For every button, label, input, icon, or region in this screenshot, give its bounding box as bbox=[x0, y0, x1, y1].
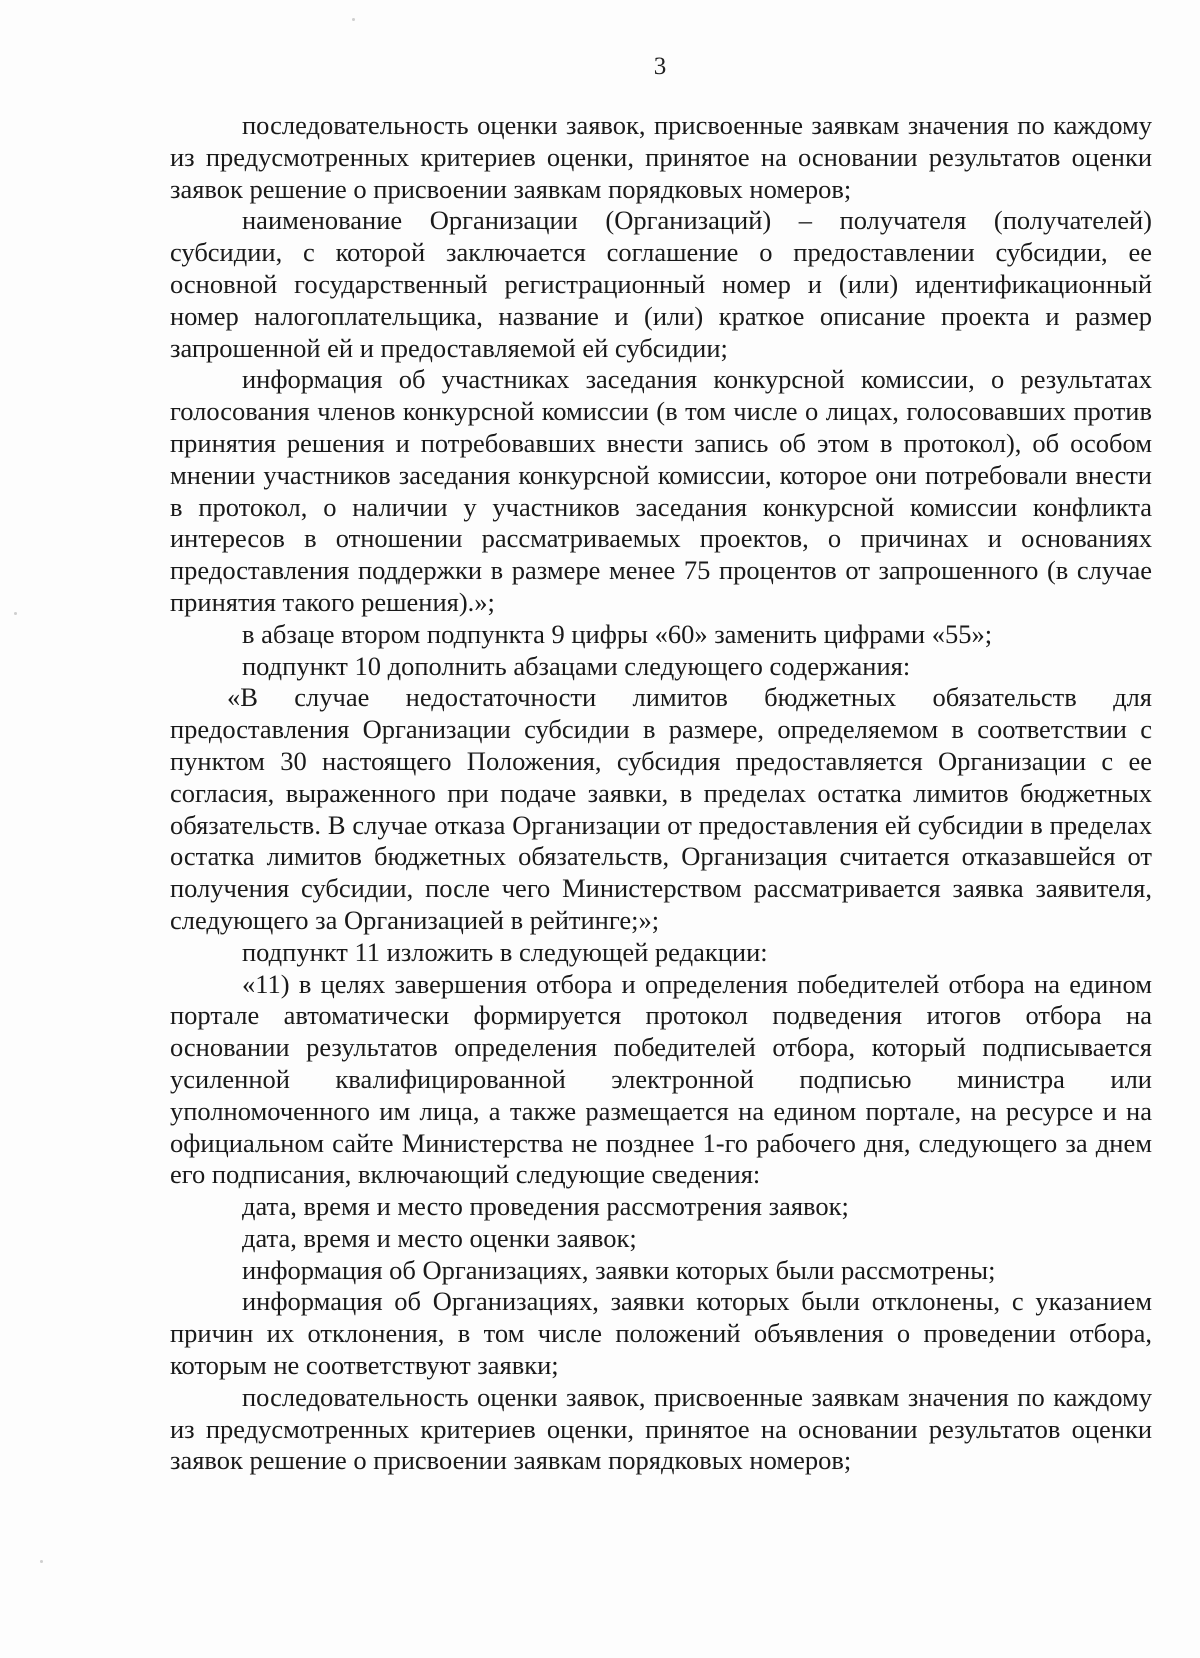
paragraph: последовательность оценки заявок, присвоенные заявкам значения по каждому из предусмотренных критериев оценки, принятое на основании результатов оценки заявок решение о присвоении заявкам порядковых номеров; bbox=[170, 110, 1152, 204]
paragraph: информация об участниках заседания конкурсной комиссии, о результатах голосования членов конкурсной комиссии (в том числе о лицах, голосовавших против принятия решения и потребовавших внести запись об этом в протокол), об особом мнении участников заседания конкурсной комиссии, которое они потребовали внести в протокол, о наличии у участников заседания конкурсной комиссии конфликта интересов в отношении рассматриваемых проектов, о причинах и основаниях предоставления поддержки в размере менее 75 процентов от запрошенного (в случае принятия такого решения).»; bbox=[170, 364, 1152, 617]
scan-speck bbox=[352, 18, 355, 21]
paragraph: подпункт 10 дополнить абзацами следующего содержания: bbox=[242, 650, 911, 681]
paragraph: последовательность оценки заявок, присвоенные заявкам значения по каждому из предусмотренных критериев оценки, принятое на основании результатов оценки заявок решение о присвоении заявкам порядковых номеров; bbox=[170, 1381, 1152, 1476]
paragraph: дата, время и место проведения рассмотрения заявок; bbox=[242, 1191, 849, 1222]
paragraph: информация об Организациях, заявки которых были рассмотрены; bbox=[242, 1254, 996, 1285]
scan-speck bbox=[14, 612, 17, 615]
paragraph: «В случае недостаточности лимитов бюджетных обязательств для предоставления Организации субсидии в размере, определяемом в соответствии с пунктом 30 настоящего Положения, субсидия предоставляется Организации с ее согласия, выраженного при подаче заявки, в пределах остатка лимитов бюджетных обязательств. В случае отказа Организации от предоставления ей субсидии в пределах остатка лимитов бюджетных обязательств, Организация считается отказавшейся от получения субсидии, после чего Министерством рассматривается заявка заявителя, следующего за Организацией в рейтинге;»; bbox=[170, 682, 1152, 935]
paragraph: наименование Организации (Организаций) – получателя (получателей) субсидии, с которой заключается соглашение о предоставлении субсидии, ее основной государственный регистрационный номер и (или) идентификационный номер налогоплательщика, название и (или) краткое описание проекта и размер запрошенной ей и предоставляемой ей субсидии; bbox=[170, 205, 1152, 363]
paragraph: в абзаце втором подпункта 9 цифры «60» заменить цифрами «55»; bbox=[242, 618, 993, 649]
paragraph: подпункт 11 изложить в следующей редакции: bbox=[242, 936, 768, 967]
paragraph: информация об Организациях, заявки которых были отклонены, с указанием причин их отклонения, в том числе положений объявления о проведении отбора, которым не соответствуют заявки; bbox=[170, 1286, 1152, 1381]
paragraph: «11) в целях завершения отбора и определения победителей отбора на едином портале автоматически формируется протокол подведения итогов отбора на основании результатов определения победителей отбора, который подписывается усиленной квалифицированной электронной подписью министра или уполномоченного им лица, а также размещается на едином портале, на ресурсе и на официальном сайте Министерства не позднее 1-го рабочего дня, следующего за днем его подписания, включающий следующие сведения: bbox=[170, 968, 1152, 1190]
page-number: 3 bbox=[653, 53, 667, 80]
document-body bbox=[170, 110, 1152, 1477]
paragraph: дата, время и место оценки заявок; bbox=[242, 1222, 637, 1253]
scan-speck bbox=[40, 1560, 43, 1563]
